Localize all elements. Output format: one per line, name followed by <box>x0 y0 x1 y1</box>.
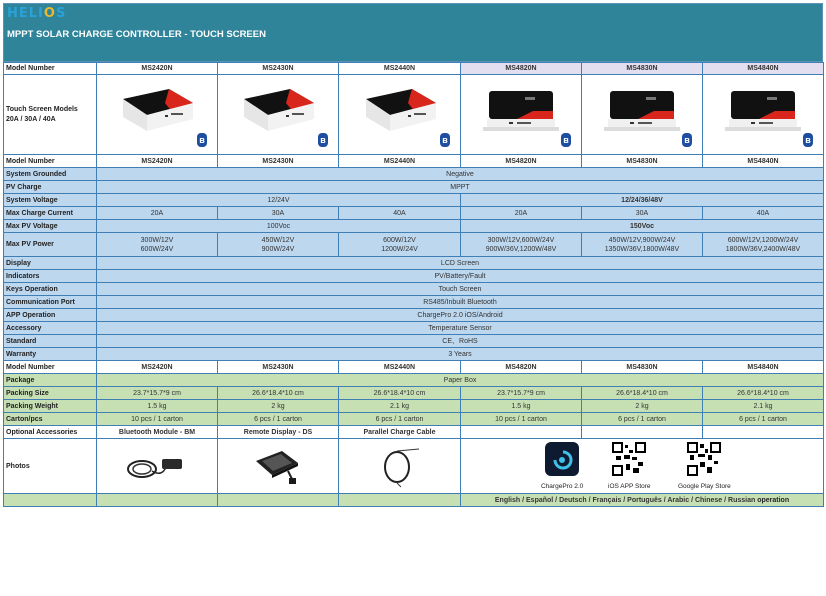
controller-24v-image <box>238 85 318 137</box>
table-row-carton-pcs <box>4 413 824 426</box>
table-row-languages <box>4 494 824 507</box>
ios-qr-code-icon <box>612 442 646 476</box>
ios-app-store[interactable] <box>608 442 651 491</box>
spec-value: LCD Screen <box>97 257 824 270</box>
empty-cell <box>582 426 703 439</box>
table-row-max-pv-voltage <box>4 220 824 233</box>
spec-value: 40A <box>703 207 824 220</box>
table-row-warranty <box>4 348 824 361</box>
spec-value: MPPT <box>97 181 824 194</box>
languages-cell <box>461 494 824 507</box>
spec-value: 40A <box>339 207 461 220</box>
google-store-label: Google Play Store <box>678 483 731 490</box>
model-cell: MS4820N <box>461 63 582 75</box>
model-cell: MS4820N <box>461 155 582 168</box>
spec-value: Temperature Sensor <box>97 322 824 335</box>
row-label: Warranty <box>4 348 97 361</box>
row-label: PV Charge <box>4 181 97 194</box>
table-row-app-operation <box>4 309 824 322</box>
model-cell: MS2420N <box>97 155 218 168</box>
row-label: Indicators <box>4 270 97 283</box>
model-cell: MS4830N <box>582 155 703 168</box>
spec-value: 26.6*18.4*10 cm <box>339 387 461 400</box>
spec-value: 10 pcs / 1 carton <box>97 413 218 426</box>
spec-value: 6 pcs / 1 carton <box>218 413 339 426</box>
spec-value: 10 pcs / 1 carton <box>461 413 582 426</box>
chargepro-label: ChargePro 2.0 <box>541 483 584 490</box>
row-label: Package <box>4 374 97 387</box>
spec-value: 26.6*18.4*10 cm <box>582 387 703 400</box>
product-image-cell <box>582 75 703 155</box>
spec-value: 20A <box>461 207 582 220</box>
spec-value: 2 kg <box>582 400 703 413</box>
model-cell: MS4830N <box>582 361 703 374</box>
spec-value: 1.5 kg <box>461 400 582 413</box>
ios-store-label: iOS APP Store <box>608 483 651 490</box>
bluetooth-icon: ʙ <box>197 133 207 147</box>
model-cell: MS2440N <box>339 155 461 168</box>
row-label: APP Operation <box>4 309 97 322</box>
bluetooth-icon: ʙ <box>440 133 450 147</box>
language-list: English / Español / Deutsch / Français / Português / Arabic / Chinese / Russian <box>494 496 756 504</box>
table-row-system-voltage <box>4 194 824 207</box>
row-label: Optional Accessories <box>4 426 97 439</box>
table-row-system-grounded <box>4 168 824 181</box>
touch-screen-label-2: 20A / 30A / 40A <box>6 115 56 123</box>
model-cell: MS2440N <box>339 63 461 75</box>
table-row-max-charge-current <box>4 207 824 220</box>
table-row-packing-size <box>4 387 824 400</box>
row-label: Communication Port <box>4 296 97 309</box>
row-label: System Grounded <box>4 168 97 181</box>
table-row-max-pv-power <box>4 233 824 257</box>
spec-value: CE、RoHS <box>97 335 824 348</box>
photo-cell <box>218 439 339 494</box>
spec-value: 2.1 kg <box>339 400 461 413</box>
empty-cell <box>218 494 339 507</box>
product-image-cell <box>339 75 461 155</box>
controller-48v-image <box>602 85 682 137</box>
controller-48v-image <box>481 85 561 137</box>
spec-value: 600W/12V 1200W/24V <box>339 233 461 257</box>
spec-value: 23.7*15.7*9 cm <box>97 387 218 400</box>
spec-value: 450W/12V,900W/24V 1350W/36V,1800W/48V <box>582 233 703 257</box>
model-cell: MS4840N <box>703 63 824 75</box>
model-cell: MS4840N <box>703 155 824 168</box>
row-label: Keys Operation <box>4 283 97 296</box>
table-row-model <box>4 155 824 168</box>
model-cell: MS2420N <box>97 63 218 75</box>
table-row-indicators <box>4 270 824 283</box>
spec-value: 6 pcs / 1 carton <box>582 413 703 426</box>
spec-value: 2 kg <box>218 400 339 413</box>
model-cell: MS2430N <box>218 63 339 75</box>
row-label: Packing Weight <box>4 400 97 413</box>
language-suffix: operation <box>757 496 790 504</box>
spec-value: RS485/Inbuilt Bluetooth <box>97 296 824 309</box>
row-label: Carton/pcs <box>4 413 97 426</box>
model-cell: MS2440N <box>339 361 461 374</box>
row-label: Model Number <box>4 361 97 374</box>
table-row-packing-weight <box>4 400 824 413</box>
empty-cell <box>461 426 582 439</box>
spec-value: 26.6*18.4*10 cm <box>218 387 339 400</box>
row-label: Max PV Voltage <box>4 220 97 233</box>
table-row-package <box>4 374 824 387</box>
table-row-standard <box>4 335 824 348</box>
spec-value: 300W/12V,600W/24V 900W/36V,1200W/48V <box>461 233 582 257</box>
row-label: Max PV Power <box>4 233 97 257</box>
table-row-product-images <box>4 75 824 155</box>
row-label: Display <box>4 257 97 270</box>
spec-value: Negative <box>97 168 824 181</box>
product-image-cell <box>218 75 339 155</box>
bluetooth-icon: ʙ <box>318 133 328 147</box>
spec-table <box>3 62 824 507</box>
spec-value: 1.5 kg <box>97 400 218 413</box>
product-image-cell <box>97 75 218 155</box>
table-row-model <box>4 361 824 374</box>
controller-24v-image <box>117 85 197 137</box>
spec-value: 100Voc <box>97 220 461 233</box>
remote-display-photo <box>248 445 308 489</box>
row-label: Accessory <box>4 322 97 335</box>
controller-48v-image <box>723 85 803 137</box>
spec-value: 26.6*18.4*10 cm <box>703 387 824 400</box>
table-row-model-header <box>4 63 824 75</box>
spec-value: Paper Box <box>97 374 824 387</box>
spec-value: 30A <box>218 207 339 220</box>
row-label: Max Charge Current <box>4 207 97 220</box>
spec-value: 30A <box>582 207 703 220</box>
spec-value: 450W/12V 900W/24V <box>218 233 339 257</box>
bluetooth-icon: ʙ <box>561 133 571 147</box>
spec-value: Touch Screen <box>97 283 824 296</box>
bluetooth-icon: ʙ <box>682 133 692 147</box>
google-play-store[interactable] <box>678 442 731 491</box>
spec-value: 23.7*15.7*9 cm <box>461 387 582 400</box>
empty-cell <box>703 426 824 439</box>
product-image-cell <box>461 75 582 155</box>
table-row-photos <box>4 439 824 494</box>
table-row-optional-accessories <box>4 426 824 439</box>
row-label: Model Number <box>4 155 97 168</box>
spec-value: 20A <box>97 207 218 220</box>
accessory-name: Bluetooth Module - BM <box>97 426 218 439</box>
accessory-name: Parallel Charge Cable <box>339 426 461 439</box>
spec-value: PV/Battery/Fault <box>97 270 824 283</box>
row-label: Packing Size <box>4 387 97 400</box>
accessory-name: Remote Display - DS <box>218 426 339 439</box>
google-play-qr-code-icon <box>687 442 721 476</box>
spec-value: 6 pcs / 1 carton <box>703 413 824 426</box>
spec-value: ChargePro 2.0 iOS/Android <box>97 309 824 322</box>
page-header <box>3 3 823 62</box>
touch-screen-label-1: Touch Screen Models <box>6 105 78 113</box>
spec-value-highlight: 12/24/36/48V <box>461 194 824 207</box>
model-cell: MS2430N <box>218 155 339 168</box>
table-row-keys-operation <box>4 283 824 296</box>
row-label: System Voltage <box>4 194 97 207</box>
bluetooth-icon: ʙ <box>803 133 813 147</box>
helios-logo: HELIOS <box>7 6 67 21</box>
spec-value: 2.1 kg <box>703 400 824 413</box>
row-label: Standard <box>4 335 97 348</box>
spec-value: 12/24V <box>97 194 461 207</box>
controller-24v-image <box>360 85 440 137</box>
parallel-cable-photo <box>375 445 425 489</box>
spec-value: 6 pcs / 1 carton <box>339 413 461 426</box>
table-row-communication-port <box>4 296 824 309</box>
empty-cell <box>97 494 218 507</box>
table-row-pv-charge <box>4 181 824 194</box>
row-label <box>4 75 97 155</box>
photo-cell <box>97 439 218 494</box>
row-label: Photos <box>4 439 97 494</box>
product-image-cell <box>703 75 824 155</box>
table-row-display <box>4 257 824 270</box>
page-title: MPPT SOLAR CHARGE CONTROLLER - TOUCH SCREEN <box>7 29 266 40</box>
model-cell: MS4830N <box>582 63 703 75</box>
spec-value: 300W/12V 600W/24V <box>97 233 218 257</box>
chargepro-app-icon <box>545 442 579 476</box>
spec-value-highlight: 150Voc <box>461 220 824 233</box>
empty-cell <box>339 494 461 507</box>
app-cell <box>461 439 824 494</box>
model-cell: MS2420N <box>97 361 218 374</box>
model-cell: MS4820N <box>461 361 582 374</box>
photo-cell <box>339 439 461 494</box>
model-cell: MS2430N <box>218 361 339 374</box>
bluetooth-module-photo <box>122 447 192 487</box>
empty-cell <box>4 494 97 507</box>
table-row-accessory <box>4 322 824 335</box>
chargepro-app[interactable] <box>541 442 583 491</box>
spec-value: 600W/12V,1200W/24V 1800W/36V,2400W/48V <box>703 233 824 257</box>
model-cell: MS4840N <box>703 361 824 374</box>
row-label: Model Number <box>4 63 97 75</box>
spec-value: 3 Years <box>97 348 824 361</box>
